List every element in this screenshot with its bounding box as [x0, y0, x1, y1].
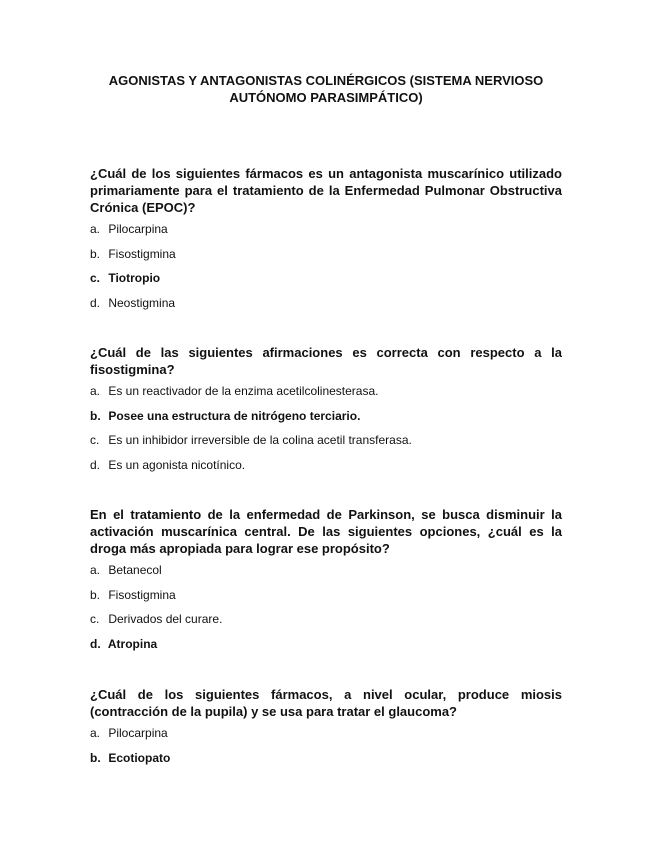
option-letter: c. — [90, 612, 100, 626]
option-text: Pilocarpina — [108, 222, 168, 236]
question-text: ¿Cuál de las siguientes afirmaciones es correcta con respecto a la fisostigmina? — [90, 345, 562, 377]
option-letter: d. — [90, 295, 101, 310]
option-letter: d. — [90, 457, 101, 472]
option-letter: b. — [90, 750, 101, 765]
option-text: Fisostigmina — [108, 246, 176, 261]
option-letter: b. — [90, 587, 101, 602]
option-b — [90, 247, 562, 272]
option-text: Neostigmina — [108, 295, 176, 310]
option-text: Fisostigmina — [108, 587, 176, 602]
option-text: Ecotiopato — [108, 750, 171, 765]
option-d-highlighted — [90, 637, 562, 662]
option-a — [90, 726, 562, 751]
option-c-highlighted — [90, 271, 562, 296]
question-4 — [90, 686, 562, 775]
option-letter: a. — [90, 222, 101, 236]
option-letter: a. — [90, 726, 101, 740]
option-b-highlighted — [90, 751, 562, 776]
option-text: Tiotropio — [108, 271, 161, 285]
option-text: Betanecol — [108, 563, 162, 577]
question-1 — [90, 165, 562, 320]
option-d — [90, 458, 562, 483]
option-letter: b. — [90, 246, 101, 261]
question-text: En el tratamiento de la enfermedad de Parkinson, se busca disminuir la activación muscarínica central. De las siguientes opciones, ¿cuál es la droga más apropiada para lograr ese propósito? — [90, 507, 562, 556]
option-c — [90, 612, 562, 637]
option-letter: d. — [90, 636, 101, 651]
option-text: Atropina — [107, 636, 158, 651]
option-letter: b. — [90, 408, 101, 423]
option-b — [90, 588, 562, 613]
option-text: Derivados del curare. — [108, 612, 223, 626]
question-text: ¿Cuál de los siguientes fármacos, a nivel ocular, produce miosis (contracción de la pupila) y se usa para tratar el glaucoma? — [90, 687, 562, 719]
question-3 — [90, 506, 562, 661]
question-2 — [90, 344, 562, 482]
option-text: Posee una estructura de nitrógeno terciario. — [108, 408, 361, 423]
option-text: Pilocarpina — [108, 726, 168, 740]
option-b-highlighted — [90, 409, 562, 434]
option-text: Es un inhibidor irreversible de la colina acetil transferasa. — [108, 433, 412, 447]
option-text: Es un agonista nicotínico. — [108, 457, 246, 472]
option-d — [90, 296, 562, 321]
option-a — [90, 222, 562, 247]
option-text: Es un reactivador de la enzima acetilcolinesterasa. — [108, 384, 379, 398]
question-text: ¿Cuál de los siguientes fármacos es un antagonista muscarínico utilizado primariamente para el tratamiento de la Enfermedad Pulmonar Obstructiva Crónica (EPOC)? — [90, 166, 562, 215]
option-a — [90, 384, 562, 409]
option-a — [90, 563, 562, 588]
option-letter: c. — [90, 271, 101, 285]
option-letter: a. — [90, 563, 101, 577]
option-c — [90, 433, 562, 458]
option-letter: a. — [90, 384, 101, 398]
document-title: AGONISTAS Y ANTAGONISTAS COLINÉRGICOS (SISTEMA NERVIOSO AUTÓNOMO PARASIMPÁTICO) — [108, 73, 544, 105]
option-letter: c. — [90, 433, 100, 447]
